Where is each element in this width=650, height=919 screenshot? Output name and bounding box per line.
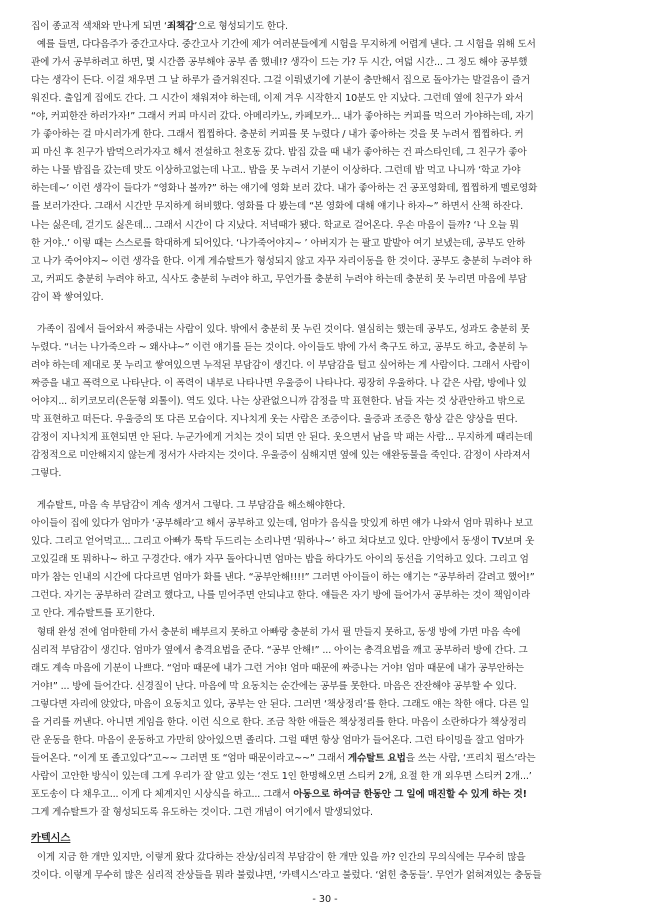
text-line: 형태 완성 전에 엄마한테 가서 충분히 배부르지 못하고 아빠랑 충분히 가서 필 만들지 못하고, 동생 방에 가면 마음 속에 <box>31 626 521 638</box>
paragraph-cathexis <box>31 849 619 885</box>
text-line: 가 좋아하는 걸 마시러가게 한다. 그래서 찝찝하다. 충분히 커피를 못 누렸다 / 내가 좋아하는 것을 못 누려서 찝찝하다. 커 <box>31 129 524 141</box>
text-line: 을 거리를 꺼낸다. 아니면 게임을 한다. 이런 식으로 한다. 조금 착한 애들은 책상정리를 한다. 마음이 소란하다가 책상정리 <box>31 716 527 728</box>
text-line: 다는 생각이 든다. 이걸 채우면 그 날 하루가 즐거워진다. 그걸 이뤄냈기에 기분이 충만해서 집으로 돌아가는 발걸음이 즐거 <box>31 75 530 87</box>
text-line: 누렸다. “너는 나가죽으라 ~ 왜사냐~” 이런 얘기를 듣는 것이다. 아이들도 밖에 가서 축구도 하고, 공부도 하고, 충분히 누 <box>31 341 528 353</box>
text-line: 예를 들면, 다다음주가 중간고사다. 중간고사 기간에 제가 여러분들에게 시험을 무지하게 어렵게 낸다. 그 시험을 위해 도서 <box>31 39 536 51</box>
text-line: 고있길래 또 뭐하나~ 하고 구경간다. 얘가 자꾸 돌아다니면 엄마는 밥을 하다가도 아이의 동선을 기억하고 있다. 그리고 엄 <box>31 554 529 566</box>
text-line: 막 표현하고 떠든다. 우울증의 또 다른 모습이다. 지나치게 웃는 사람은 조증이다. 울증과 조증은 항상 같은 양상을 띤다. <box>31 413 518 425</box>
text-line: 마가 참는 인내의 시간에 다다르면 엄마가 화를 낸다. “공부안해!!!!” 그러면 아이들이 하는 얘기는 “공부하러 갈려고 했어!” <box>31 572 535 584</box>
text-line: 워진다. 출입게 집에도 간다. 그 시간이 채워져야 하는데, 이제 겨우 시작한지 10분도 안 지났다. 그런데 옆에 친구가 와서 <box>31 93 524 105</box>
text-line: 어야지... 히키코모리(은둔형 외톨이). 역도 있다. 나는 상관없으니까 감정을 막 표현한다. 남들 자는 것 상관안하고 밖으로 <box>31 395 525 407</box>
text-line: 감이 꽉 쌓여있다. <box>31 291 104 303</box>
page-number: - 30 - <box>312 894 338 905</box>
text-line: 감정적으로 미안해지지 않는게 정서가 사라지는 것이다. 우울증이 심해지면 옆에 있는 애완동물을 죽인다. 감정이 사라져서 <box>31 450 531 462</box>
text-line: 고 안다. 게슈탈트를 포기한다. <box>31 608 155 620</box>
text-line: 집이 종교적 색채와 만나게 되면 ‘죄책감’으로 형성되기도 한다. <box>31 21 288 32</box>
text-line: 나는 싫은데, 걷기도 싫은데... 그래서 시간이 다 지났다. 저녁때가 됐다. 학교로 걸어온다. 우손 마음이 들까? ‘나 오늘 뭐 <box>31 219 519 231</box>
paragraph-guilt-example <box>31 18 619 307</box>
text-line: 감정이 지나치게 표현되면 안 된다. 누군가에게 거치는 것이 되면 안 된다. 웃으면서 남을 막 패는 사람... 무지하게 때리는데 <box>31 432 533 444</box>
text-line: 란 운동을 한다. 마음이 운동하고 가만히 앉아있으면 졸리다. 그럴 때면 항상 엄마가 들어온다. 그런 타이밍을 잘고 엄마가 <box>31 734 524 746</box>
text-line: 있다. 그리고 얻어먹고... 그리고 아빠가 툭탁 두드리는 소리나면 ‘뭐하나~’ 하고 쳐다보고 있다. 안방에서 동생이 TV보며 웃 <box>31 536 535 548</box>
text-line: 고 나가 죽어야지~ 이런 생각을 한다. 이게 게슈탈트가 형성되지 않고 자꾸 자리이동을 한 것이다. 공부도 충분히 누려야 하 <box>31 255 532 267</box>
text-line: 피 마신 후 친구가 밥먹으러가자고 해서 전설하고 천호동 갔다. 밥집 갔을 때 내가 좋아하는 건 파스타인데, 그 친구가 좋아 <box>31 147 527 159</box>
text-line: 짜증을 내고 폭력으로 나타난다. 이 폭력이 내부로 나타나면 우울증이 나타나다. 굉장히 우울하다. 나 같은 사람, 방에나 있 <box>31 377 527 389</box>
paragraph-gap <box>31 483 619 497</box>
text-line: 거야!” ... 방에 들어간다. 신경질이 난다. 마음에 막 요동치는 순간에는 공부를 못한다. 마음은 잔잔해야 공부할 수 있다. <box>31 680 517 692</box>
section-heading-cathexis: 카텍시스 <box>31 833 71 845</box>
text-line: 심리적 부담감이 생긴다. 엄마가 옆에서 총격요법을 준다. “공부 안해!” ... 아이는 총격요법을 깨고 공부하러 방에 간다. 그 <box>31 644 528 656</box>
paragraph-gestalt-burden <box>31 497 619 822</box>
paragraph-gap <box>31 307 619 321</box>
text-line: 사람이 고안한 방식이 있는데 그게 우리가 잘 알고 있는 ‘전도 1인 한명해오면 스티커 2개, 요절 한 개 외우면 스티커 2개...’ <box>31 770 532 782</box>
text-line: 래도 계속 마음에 기분이 나쁘다. “엄마 때문에 내가 그런 거야! 엄마 때문에 짜증나는 거야! 엄마 때문에 내가 공부안하는 <box>31 662 524 674</box>
text-line: 들어온다. “이게 또 졸고있다”고~~ 그러면 또 “엄마 때문이라고~~” 그래서 게슈탈트 요법을 쓰는 사람, ‘프리치 펄스’라는 <box>31 752 536 764</box>
text-line: 하는 나물 밥집을 갔는데 맛도 이상하고없는데 나고.. 밥을 못 누려서 기분이 이상하다. 그런데 밥 먹고 나니까 ‘학교 가야 <box>31 165 521 177</box>
text-line: 것이다. 이렇게 무수히 많은 심리적 잔상들을 뭐라 불렀냐면, ‘카텍시스’라고 불렀다. ‘얽힌 충동들’. 무언가 얽혀져있는 충동들 <box>31 870 542 882</box>
text-line: 아이들이 집에 있다가 엄마가 ‘공부해라’고 해서 공부하고 있는데, 엄마가 음식을 맛있게 하면 얘가 나와서 엄마 뭐하나 보고 <box>31 518 533 530</box>
text-line: 고, 커피도 충분히 누려야 하고, 식사도 충분히 누려야 하고, 무언가를 충분히 누려야 하는데 충분히 못 누리면 마음에 부담 <box>31 273 527 285</box>
paragraph-family-irritation <box>31 321 619 483</box>
text-line: “야, 커피한잔 하러가자!” 그래서 커피 마시러 갔다. 아메리카노, 카페모카... 내가 좋아하는 커피를 먹으러 가야하는데, 자기 <box>31 111 534 123</box>
text-line: 그런다. 자기는 공부하러 갈려고 했다고, 나를 믿어주면 안되냐고 한다. 얘들은 자기 방에 들어가서 공부하는 것이 책임이라 <box>31 590 530 602</box>
text-line: 이게 지금 한 개만 있지만, 이렇게 왔다 갔다하는 잔상/심리적 부담감이 한 개만 있을 까? 인간의 무의식에는 무수히 많을 <box>31 852 526 864</box>
text-line: 그렇다. <box>31 468 62 480</box>
text-line: 그렇다면 자리에 앉았다, 마음이 요동치고 있다, 공부는 안 된다. 그러면 ‘책상정리’를 한다. 그래도 얘는 착한 애다. 다른 일 <box>31 698 530 710</box>
text-line: 한 거야..’ 이렇 때는 스스로를 학대하게 되어있다. ‘나가죽어야지~ ’ 아버지가 는 팔고 발발아 여기 보냈는데, 공부도 안하 <box>31 237 525 249</box>
text-line: 게슈탈트, 마음 속 부담감이 계속 생겨서 그렇다. 그 부담감을 해소해야한다. <box>31 500 346 512</box>
text-line: 려야 하는데 제대로 못 누리고 쌓여있으면 누적된 부담감이 생긴다. 이 부담감을 털고 싶어하는 게 사람이다. 그래서 사람이 <box>31 359 530 371</box>
text-line: 포도송이 다 채우고... 이게 다 체계지인 시상식을 하고... 그래서 아동으로 하여금 한동안 그 일에 매진할 수 있게 하는 것! <box>31 788 527 800</box>
text-line: 하는데~’ 이런 생각이 들다가 “영화나 볼까?” 하는 얘기에 영화 보러 갔다. 내가 좋아하는 건 공포영화데, 찝찝하게 멜로영화 <box>31 183 538 195</box>
text-line: 가족이 집에서 들어와서 짜증내는 사람이 있다. 밖에서 충분히 못 누린 것이다. 열심히는 했는데 공부도, 성과도 충분히 못 <box>31 323 530 335</box>
text-line: 를 보러가잔다. 그래서 시간만 무지하게 허비했다. 영화를 다 봤는데 “본 영화에 대해 얘기나 하자~” 하면서 산책 하잔다. <box>31 201 524 213</box>
text-line: 그게 게슈탈트가 잘 형성되도록 유도하는 것이다. 그런 개념이 여기에서 발생되었다. <box>31 806 373 818</box>
text-line: 관에 가서 공부하려고 하면, 몇 시간쯤 공부해야 공부 좀 했네!? 생각이 드는 가? 두 시간, 여덟 시간... 그 정도 해야 공부했 <box>31 57 528 69</box>
